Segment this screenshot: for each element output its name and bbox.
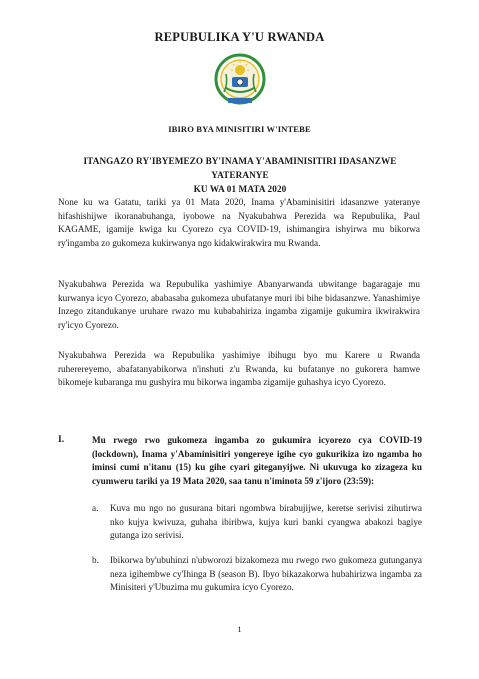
list-item-text: Kuva mu ngo no gusurana bitari ngombwa birabujijwe, keretse serivisi zihutirwa nko kujya kwivuza, guhaha ibiribwa, kujya kuri banki cyangwa abakozi bagiye gutanga izo serivisi. [110,503,422,541]
list-item-text: Ibikorwa by'ubuhinzi n'ubworozi bizakomeza mu rwego rwo gukomeza gutunganya neza igihembwe cy'Ihinga B (season B). Ibyo bikazakorwa hubahirizwa ingamba za Minisiteri y'Ubuzima mu gukumira icyo Cyorezo. [110,555,422,593]
list-item-label: b. [92,555,99,565]
paragraph-1: None ku wa Gatatu, tariki ya 01 Mata 2020, Inama y'Abaminisitiri idasanzwe yateranye hifashishijwe ikoranabuhanga, iyobowe na Nyakubahwa Perezida wa Repubulika, Paul KAGAME, igamije kwiga ku Cyorezo cya COVID-19, ishimangira ishyirwa mu bikorwa ry'ingamba zo gukomeza kukirwanya ngo kidakwirakwira mu Rwanda. [58,197,420,248]
document-title-line-1: ITANGAZO RY'IBYEMEZO BY'INAMA Y'ABAMINISITIRI IDASANZWE YATERANYE [83,156,397,180]
page-number: 1 [237,624,242,634]
paragraph-3: Nyakubahwa Perezida wa Repubulika yashimiye ibihugu byo mu Karere u Rwanda ruherereyemo, abafatanyabikorwa n'inshuti z'u Rwanda, ku bufatanye no gukorera hamwe bikomeje kubaranga mu gushyira mu bikorwa ingamba zigamije guhashya icyo Cyorezo. [58,350,420,388]
office-heading: IBIRO BYA MINISITIRI W'INTEBE [168,124,311,134]
country-heading: REPUBULIKA Y'U RWANDA [154,30,325,44]
national-emblem-icon [214,52,266,108]
list-item-label: a. [92,503,99,513]
document-title [60,154,420,196]
section-text: Mu rwego rwo gukomeza ingamba zo gukumira icyorezo cya COVID-19 (lockdown), Inama y'Abaminisitiri yongereye igihe cyo gukurikiza izo ngamba ho iminsi cumi n'itanu (15) ku gihe cyari giteganyijwe. Ni ukuvuga ko zizageza ku cyumweru tariki ya 19 Mata 2020, saa tanu n'iminota 59 z'ijoro (23:59): [92,435,422,486]
section-number: I. [58,434,65,445]
paragraph-2: Nyakubahwa Perezida wa Repubulika yashimiye Abanyarwanda ubwitange bagaragaje mu kurwanya icyo Cyorezo, ababasaba gukomeza ubufatanye muri ibi bihe bidasanzwe. Yanashimiye Inzego zitandukanye uruhare rwazo mu kubabahiriza ingamba zigamije gukumira ikwirakwira ry'icyo Cyorezo. [58,279,420,330]
list-item [92,502,422,547]
list-item [92,554,422,599]
document-title-line-2: KU WA 01 MATA 2020 [193,184,287,194]
